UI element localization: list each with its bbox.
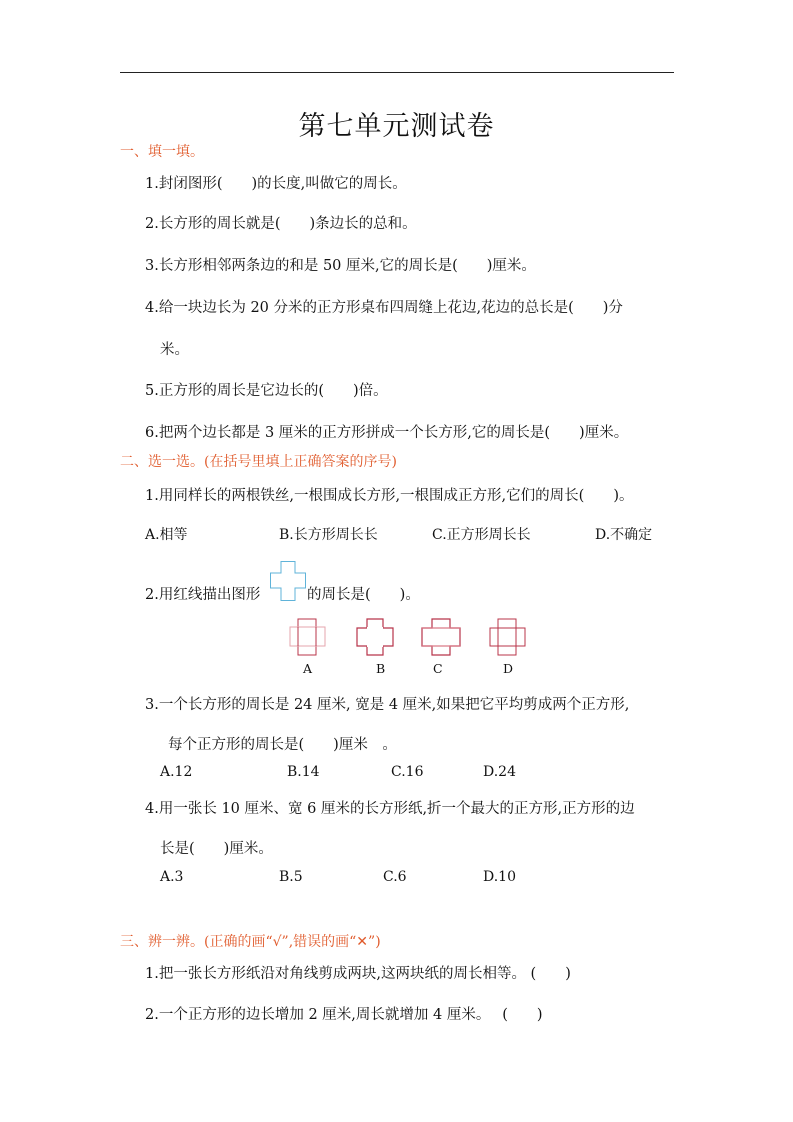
s1-question-4-cont: 米。 [160, 342, 189, 358]
figure-option-d [488, 618, 528, 656]
s2-question-2-end: 的周长是( )。 [307, 587, 420, 603]
s2-q1-option-b: B.长方形周长长 [279, 527, 378, 543]
s2-q1-option-c: C.正方形周长长 [432, 527, 531, 543]
figure-option-b [356, 618, 396, 656]
s1-question-5: 5.正方形的周长是它边长的( )倍。 [145, 383, 388, 399]
s2-question-2-start: 2.用红线描出图形 [145, 587, 261, 603]
s2-q1-option-d: D.不确定 [595, 527, 653, 543]
figure-label-c: C [433, 661, 443, 676]
s2-q4-option-b: B.5 [279, 869, 303, 885]
figure-label-b: B [376, 661, 386, 676]
figure-label-d: D [503, 661, 514, 676]
section1-heading: 一、填一填。 [120, 144, 204, 160]
s2-q3-option-a: A.12 [160, 764, 193, 780]
s1-question-6: 6.把两个边长都是 3 厘米的正方形拼成一个长方形,它的周长是( )厘米。 [145, 425, 629, 441]
s1-question-2: 2.长方形的周长就是( )条边长的总和。 [145, 216, 417, 232]
figure-option-a [288, 618, 328, 656]
s2-q4-option-c: C.6 [383, 869, 407, 885]
s2-question-3: 3.一个长方形的周长是 24 厘米, 宽是 4 厘米,如果把它平均剪成两个正方形, [145, 697, 630, 713]
s2-question-1: 1.用同样长的两根铁丝,一根围成长方形,一根围成正方形,它们的周长( )。 [145, 488, 634, 504]
s1-question-4: 4.给一块边长为 20 分米的正方形桌布四周缝上花边,花边的总长是( )分 [145, 300, 623, 316]
s1-question-1: 1.封闭图形( )的长度,叫做它的周长。 [145, 176, 407, 192]
figure-option-c [420, 618, 462, 656]
s2-q3-option-d: D.24 [483, 764, 516, 780]
s3-question-1: 1.把一张长方形纸沿对角线剪成两块,这两块纸的周长相等。 ( ) [145, 966, 571, 982]
header-rule [120, 72, 674, 73]
section3-heading: 三、辨一辨。(正确的画“√”,错误的画“✕”) [120, 934, 381, 950]
page-title: 第七单元测试卷 [298, 111, 495, 142]
s2-question-4-cont: 长是( )厘米。 [160, 841, 273, 857]
s2-q3-option-c: C.16 [391, 764, 424, 780]
s2-q4-option-a: A.3 [160, 869, 184, 885]
s2-q3-option-b: B.14 [287, 764, 320, 780]
s2-q1-option-a: A.相等 [145, 527, 188, 543]
s1-question-3: 3.长方形相邻两条边的和是 50 厘米,它的周长是( )厘米。 [145, 258, 536, 274]
cross-shape-figure [270, 561, 306, 601]
s3-question-2: 2.一个正方形的边长增加 2 厘米,周长就增加 4 厘米。 ( ) [145, 1007, 543, 1023]
s2-q4-option-d: D.10 [483, 869, 516, 885]
section2-heading: 二、选一选。(在括号里填上正确答案的序号) [120, 454, 397, 470]
s2-question-3-cont: 每个正方形的周长是( )厘米 。 [168, 737, 397, 753]
s2-question-4: 4.用一张长 10 厘米、宽 6 厘米的长方形纸,折一个最大的正方形,正方形的边 [145, 801, 635, 817]
figure-label-a: A [303, 661, 313, 676]
